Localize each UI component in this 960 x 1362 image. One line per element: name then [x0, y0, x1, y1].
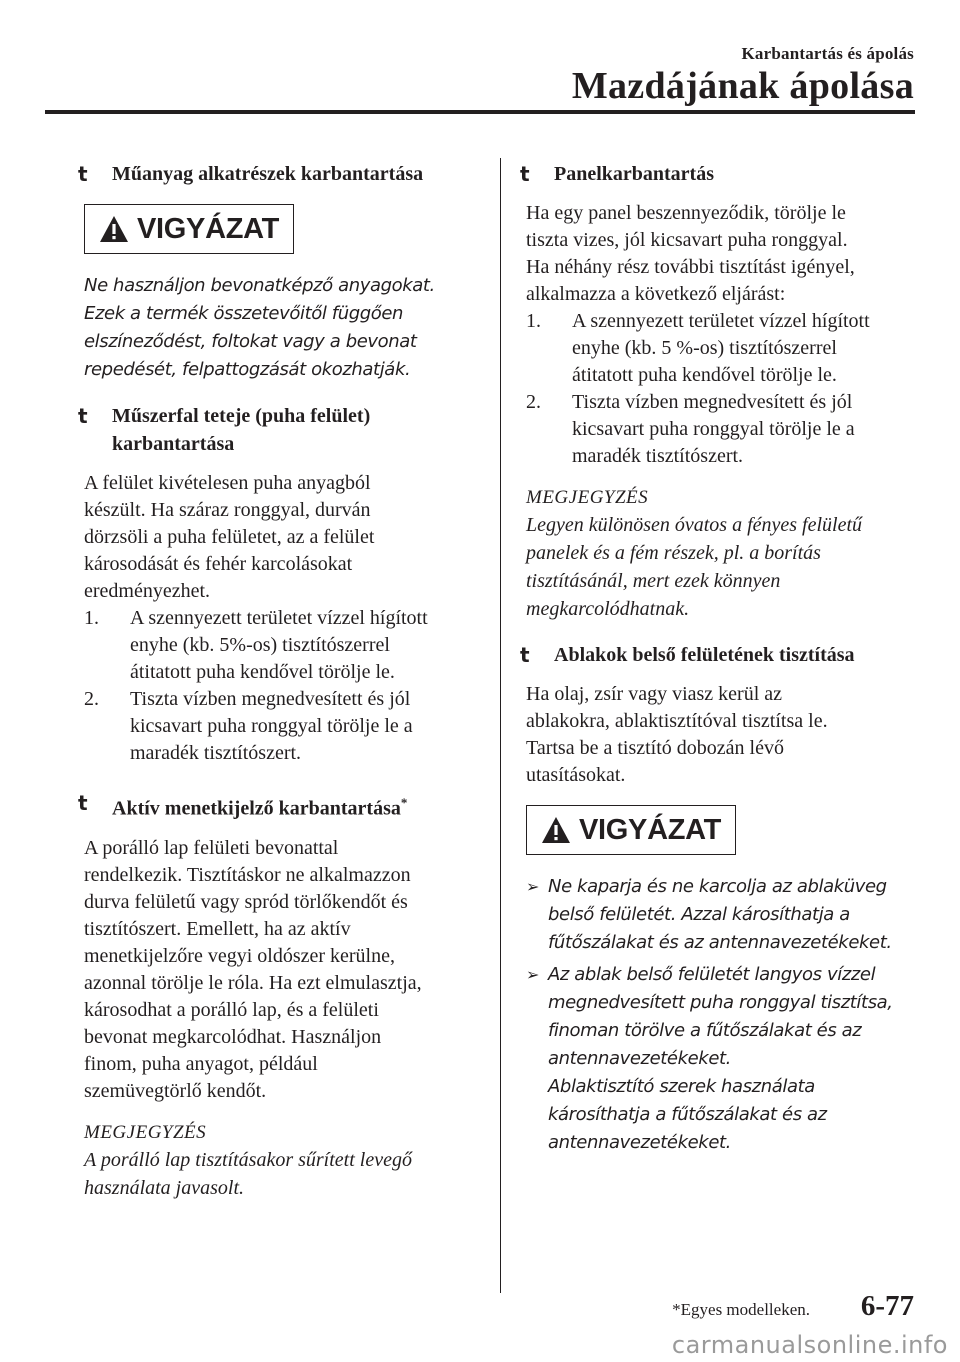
section-label: Karbantartás és ápolás: [741, 44, 914, 63]
caution-text: Ne használjon bevonatképző anyagokat. Ezek a termék összetevőitől függően elszíneződést, foltokat vagy a bevonat repedését, felpattogzását okozhatják.: [84, 275, 435, 380]
footnote-asterisk: *: [400, 795, 408, 810]
paragraph: Ha egy panel beszennyeződik, törölje le tiszta vizes, jól kicsavart puha ronggyal. Ha néhány rész további tisztítást igényel, alkalmazza a következő eljárást:: [526, 202, 855, 305]
note-title: MEGJEGYZÉS: [84, 1121, 207, 1143]
section-heading-plastic: t Műanyag alkatrészek karbantartása: [78, 162, 424, 186]
section-heading-panel: t Panelkarbantartás: [520, 162, 714, 186]
watermark: carmanualsonline.info: [671, 1331, 948, 1359]
list-item: 1. A szennyezett területet vízzel hígított enyhe (kb. 5 %-os) tisztítószerrel átitatott puha kendővel törölje le.: [526, 310, 870, 386]
section-heading-dashboard: t Műszerfal teteje (puha felület) karbantartása: [78, 404, 371, 455]
section-heading-hud: t Aktív menetkijelző karbantartása*: [78, 791, 408, 820]
section-marker: t: [520, 643, 530, 667]
section-marker: t: [78, 404, 88, 428]
left-column: [78, 160, 478, 1202]
page-title: Mazdájának ápolása: [571, 65, 914, 107]
page-number: 6-77: [860, 1290, 914, 1322]
section-marker: t: [78, 791, 88, 815]
caution-label: VIGYÁZAT: [136, 212, 280, 245]
list-item: 1. A szennyezett területet vízzel hígított enyhe (kb. 5%-os) tisztítószerrel átitatott puha kendővel törölje le.: [84, 607, 428, 683]
note-text: Legyen különösen óvatos a fényes felületű panelek és a fém részek, pl. a borítás tisztításánál, mert ezek könnyen megkarcolódhatnak.: [526, 514, 863, 620]
note-title: MEGJEGYZÉS: [526, 487, 649, 508]
caution-box: [526, 805, 736, 855]
bullet-item: ➢ Az ablak belső felületét langyos vízzel megnedvesített puha ronggyal tisztítsa, finoman törölve a fűtőszálakat és az antennavezetékeket. Ablaktisztító szerek használata károsíthatja a fűtőszálakat és az antennavezetékeket.: [526, 961, 920, 1157]
arrow-bullet-icon: ➢: [526, 965, 540, 984]
caution-label: VIGYÁZAT: [578, 813, 722, 846]
note-text: A porálló lap tisztításakor sűrített levegő használata javasolt.: [84, 1148, 412, 1199]
right-column: [520, 160, 920, 1161]
list-item: 2. Tiszta vízben megnedvesített és jól kicsavart puha ronggyal törölje le a maradék tisztítószert.: [84, 688, 413, 764]
bullet-item: ➢ Ne kaparja és ne karcolja az ablaküveg belső felületét. Azzal károsíthatja a fűtőszálakat és az antennavezetékeket.: [526, 873, 920, 957]
caution-box: [84, 204, 294, 254]
footnote: *Egyes modelleken.: [672, 1300, 810, 1319]
warning-triangle-icon: [541, 816, 571, 844]
arrow-bullet-icon: ➢: [526, 877, 540, 896]
paragraph: Ha olaj, zsír vagy viasz kerül az ablakokra, ablaktisztítóval tisztítsa le. Tartsa be a tisztító dobozán lévő utasításokat.: [526, 683, 828, 786]
column-divider: [500, 158, 501, 1293]
warning-triangle-icon: [99, 215, 129, 243]
paragraph: A felület kivételesen puha anyagból készült. Ha száraz ronggyal, durván dörzsöli a puha felületet, az a felület károsodását és fehér karcolásokat eredményezhet.: [84, 472, 375, 602]
section-marker: t: [78, 162, 88, 186]
paragraph: A porálló lap felületi bevonattal rendelkezik. Tisztításkor ne alkalmazzon durva felületű vagy spród törlőkendőt és tisztítószert. Emellett, ha az aktív menetkijelzőre vegyi oldószer kerülne, azonnal törölje le róla. Ha ezt elmulasztja, károsodhat a porálló lap, és a felületi bevonat megkarcolódhat. Használjon finom, puha anyagot, például szemüvegtörlő kendőt.: [84, 836, 422, 1102]
header-rule: [45, 110, 915, 114]
section-marker: t: [520, 162, 530, 186]
section-heading-windows: t Ablakok belső felületének tisztítása: [520, 643, 855, 667]
list-item: 2. Tiszta vízben megnedvesített és jól kicsavart puha ronggyal törölje le a maradék tisztítószert.: [526, 391, 855, 467]
